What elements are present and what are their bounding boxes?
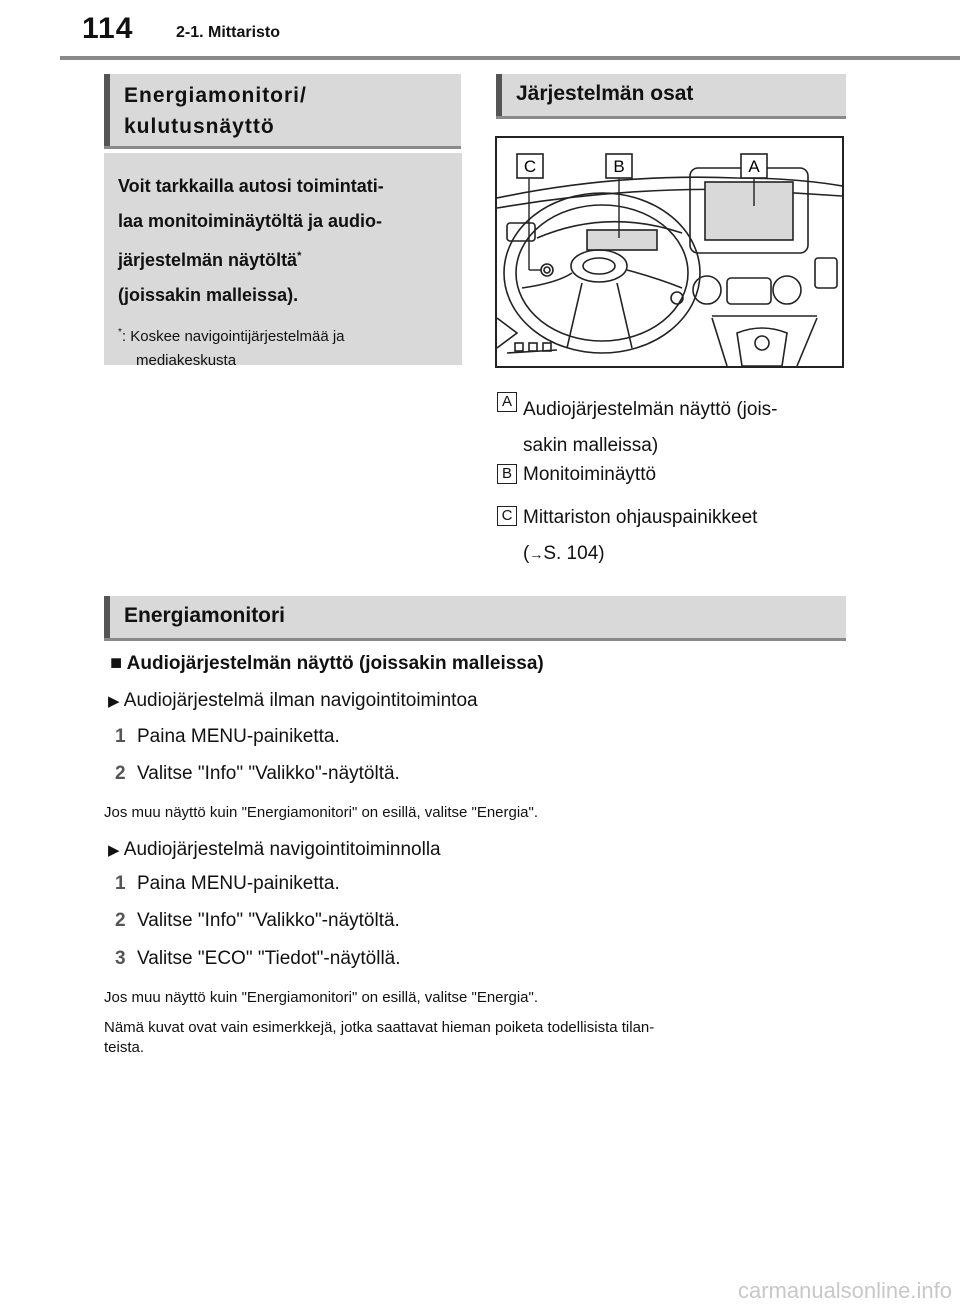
callout-letter-a: A	[497, 392, 517, 412]
group2-note: Jos muu näyttö kuin "Energiamonitori" on esillä, valitse "Energia".	[104, 989, 539, 1006]
section-heading-energy-consumption	[104, 74, 461, 146]
group2-step-1: 1 Paina MENU-painiketta.	[115, 873, 340, 894]
group2-step-2: 2 Valitse "Info" "Valikko"-näytöltä.	[115, 910, 400, 931]
callout-a-text: Audiojärjestelmän näyttö (jois- sakin malleissa)	[523, 399, 778, 456]
group2-step-3: 3 Valitse "ECO" "Tiedot"-näytöllä.	[115, 948, 401, 969]
callout-letter-c: C	[497, 506, 517, 526]
watermark: carmanualsonline.info	[737, 1278, 952, 1303]
group1-note: Jos muu näyttö kuin "Energiamonitori" on esillä, valitse "Energia".	[104, 804, 539, 821]
square-bullet-icon: ■	[110, 652, 123, 674]
triangle-bullet-icon: ▶	[108, 842, 120, 859]
section-heading-system-parts: Järjestelmän osat	[496, 74, 846, 116]
svg-text:A: A	[748, 157, 760, 176]
page-reference-link[interactable]: S. 104)	[543, 543, 605, 564]
svg-text:C: C	[523, 157, 537, 176]
section-heading-energy-monitor: Energiamonitori	[104, 596, 846, 638]
svg-text:B: B	[613, 157, 625, 176]
header-rule	[60, 56, 960, 60]
figure-label-b	[606, 154, 632, 178]
illustration-disclaimer: Nämä kuvat ovat vain esimerkkejä, jotka saattavat hieman poiketa todellisista tilan- teista.	[104, 1019, 655, 1056]
intro-info-box	[104, 153, 462, 369]
callout-c-text: Mittariston ohjauspainikkeet (→S. 104)	[523, 507, 758, 564]
chapter-title: 2-1. Mittaristo	[176, 24, 281, 41]
page-number: 114	[82, 12, 134, 45]
callout-b-text: Monitoiminäyttö	[523, 464, 657, 485]
figure-label-a	[741, 154, 767, 178]
figure-label-c	[517, 154, 543, 178]
group1-step-1: 1 Paina MENU-painiketta.	[115, 726, 340, 747]
footnote: *: Koskee navigointijärjestelmää ja mediakeskusta	[118, 327, 345, 369]
section-heading-line2: kulutusnäyttö	[124, 115, 275, 138]
group1-title: ▶ Audiojärjestelmä ilman navigointitoimintoa	[108, 690, 478, 711]
intro-text: Voit tarkkailla autosi toimintati- laa monitoiminäytöltä ja audio- järjestelmän näytöltä* (joissakin malleissa).	[118, 176, 384, 305]
group1-step-2: 2 Valitse "Info" "Valikko"-näytöltä.	[115, 763, 400, 784]
group2-title: ▶ Audiojärjestelmä navigointitoiminnolla	[108, 839, 441, 860]
cross-reference-arrow-icon: →	[529, 546, 544, 562]
section-heading-line1: Energiamonitori/	[124, 84, 307, 107]
triangle-bullet-icon: ▶	[108, 693, 120, 710]
callout-letter-b: B	[497, 464, 517, 484]
dashboard-drawing	[497, 138, 842, 366]
subheading-audio-display: ■ Audiojärjestelmän näyttö (joissakin malleissa)	[110, 652, 544, 674]
dashboard-illustration	[495, 136, 844, 368]
